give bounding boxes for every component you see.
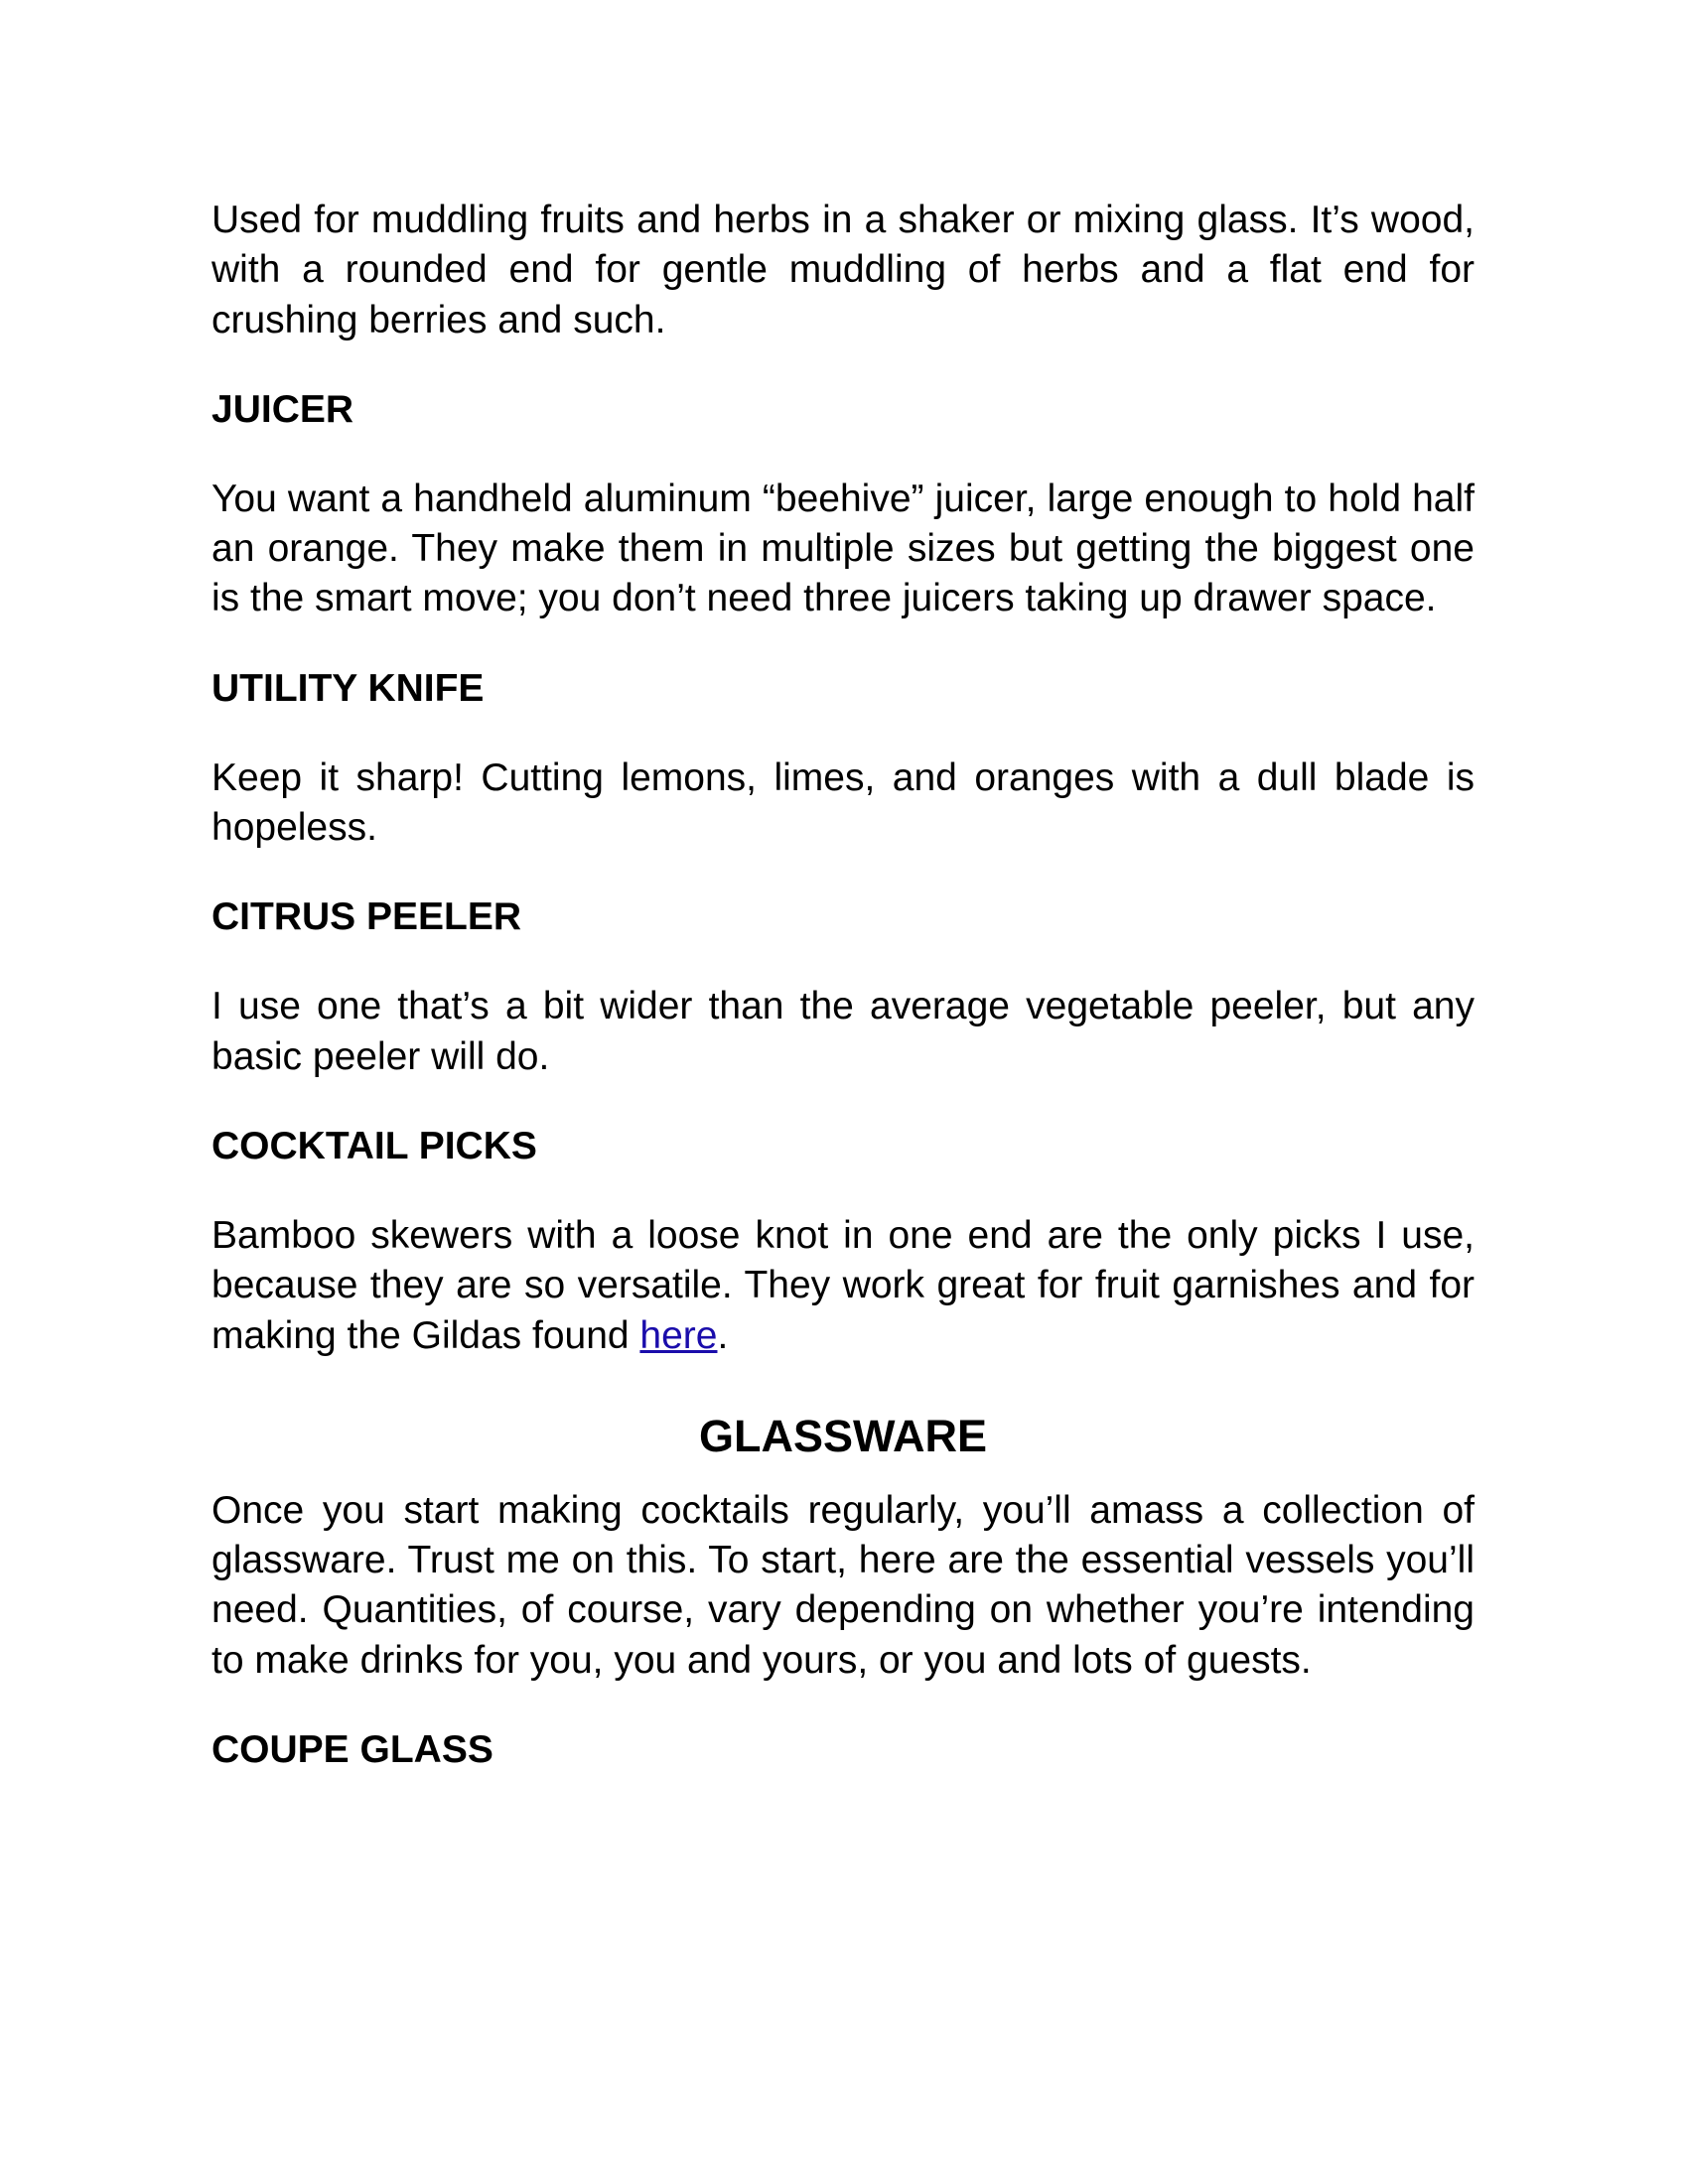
cocktail-picks-description <box>211 1211 1475 1361</box>
coupe-glass-heading: COUPE GLASS <box>211 1728 493 1772</box>
cocktail-picks-heading: COCKTAIL PICKS <box>211 1124 537 1167</box>
citrus-peeler-description: I use one that’s a bit wider than the average vegetable peeler, but any basic peeler will do. <box>211 985 1475 1078</box>
here-link[interactable]: here <box>639 1313 718 1357</box>
citrus-peeler-heading: CITRUS PEELER <box>211 895 522 939</box>
glassware-description: Once you start making cocktails regularly, you’ll amass a collection of glassware. Trust me on this. To start, here are the essential vessels you’ll need. Quantities, of course, vary depending on whether you’re intending to make drinks for you, you and yours, or you and lots of guests. <box>211 1488 1475 1682</box>
juicer-heading: JUICER <box>211 387 354 431</box>
utility-knife-heading: UTILITY KNIFE <box>211 666 485 710</box>
picks-text: Bamboo skewers with a loose knot in one end are the only picks I use, because they are so versatile. They work great for fruit garnishes and for making the Gildas found <box>211 1213 1475 1357</box>
document-page <box>211 196 1475 1775</box>
juicer-description: You want a handheld aluminum “beehive” juicer, large enough to hold half an orange. They make them in multiple sizes but getting the biggest one is the smart move; you don’t need three juicers taking up drawer space. <box>211 477 1475 620</box>
glassware-section-title: GLASSWARE <box>698 1410 988 1461</box>
picks-text-end: . <box>717 1313 729 1357</box>
utility-knife-description: Keep it sharp! Cutting lemons, limes, and oranges with a dull blade is hopeless. <box>211 755 1475 850</box>
muddler-description: Used for muddling fruits and herbs in a shaker or mixing glass. It’s wood, with a rounded end for gentle muddling of herbs and a flat end for crushing berries and such. <box>211 199 1475 341</box>
